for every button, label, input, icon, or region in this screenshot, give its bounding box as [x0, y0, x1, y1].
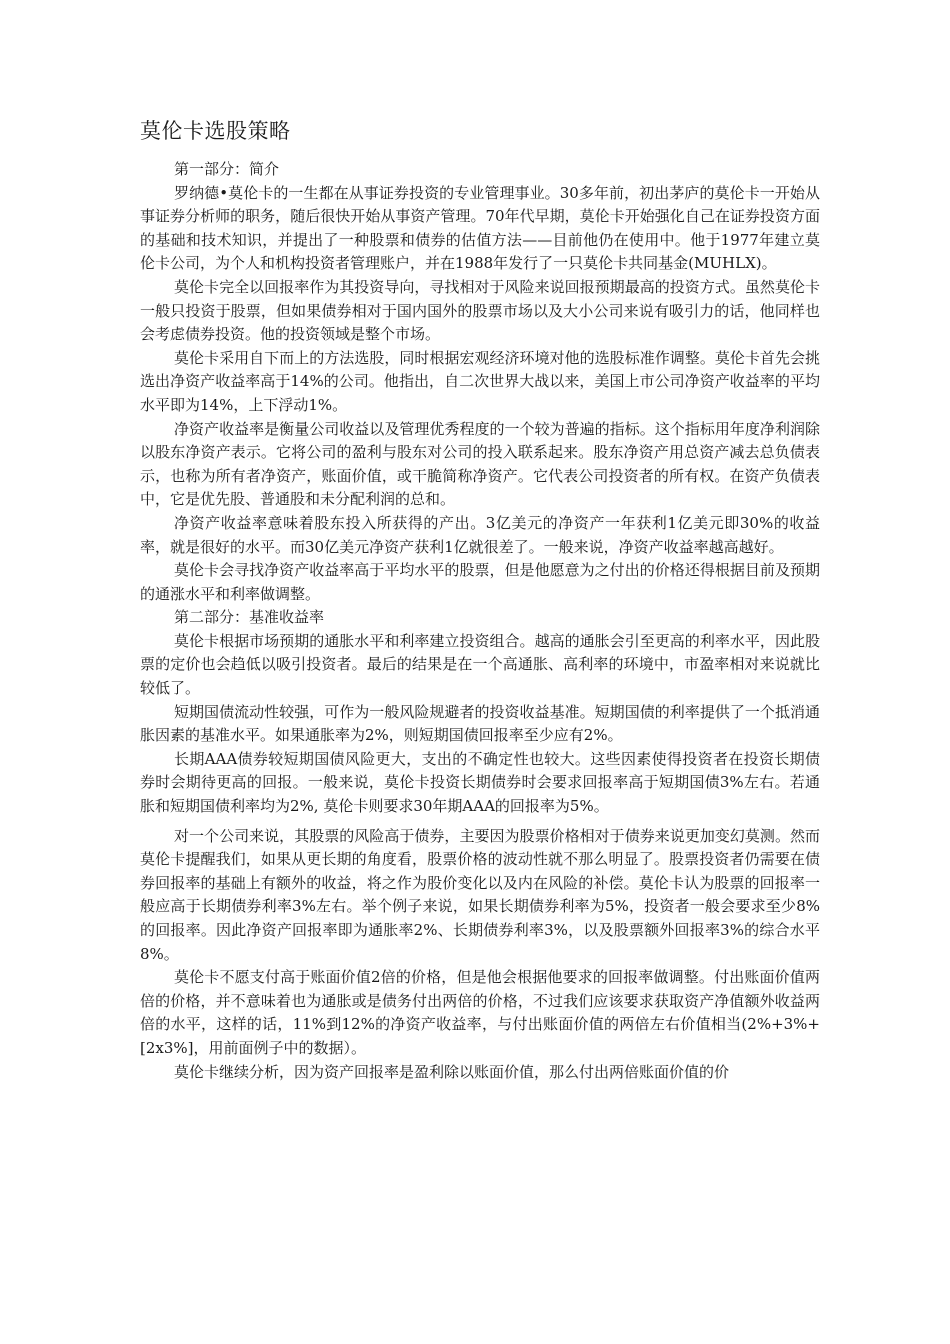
section-heading-benchmark: 第二部分：基准收益率	[174, 608, 325, 627]
paragraph: 莫伦卡采用自下而上的方法选股，同时根据宏观经济环境对他的选股标准作调整。莫伦卡首先会挑选出净资产收益率高于14%的公司。他指出，自二次世界大战以来，美国上市公司净资产收益率的平均水平即为14%，上下浮动1%。	[140, 348, 820, 414]
paragraph: 对一个公司来说，其股票的风险高于债券，主要因为股票价格相对于债券来说更加变幻莫测。然而莫伦卡提醒我们，如果从更长期的角度看，股票价格的波动性就不那么明显了。股票投资者仍需要在债券回报率的基础上有额外的收益，将之作为股价变化以及内在风险的补偿。莫伦卡认为股票的回报率一般应高于长期债券利率3%左右。举个例子来说，如果长期债券利率为5%，投资者一般会要求至少8%的回报率。因此净资产回报率即为通胀率2%、长期债券利率3%，以及股票额外回报率3%的综合水平8%。	[140, 826, 820, 963]
page-title: 莫伦卡选股策略	[140, 119, 291, 143]
paragraph: 净资产收益率意味着股东投入所获得的产出。3亿美元的净资产一年获利1亿美元即30%的收益率，就是很好的水平。而30亿美元净资产获利1亿就很差了。一般来说，净资产收益率越高越好。	[140, 513, 820, 556]
paragraph: 莫伦卡根据市场预期的通胀水平和利率建立投资组合。越高的通胀会引至更高的利率水平，因此股票的定价也会趋低以吸引投资者。最后的结果是在一个高通胀、高利率的环境中，市盈率相对来说就比较低了。	[140, 631, 820, 698]
section-heading-intro: 第一部分：简介	[174, 160, 280, 178]
paragraph: 短期国债流动性较强，可作为一般风险规避者的投资收益基准。短期国债的利率提供了一个抵消通胀因素的基准水平。如果通胀率为2%，则短期国债回报率至少应有2%。	[140, 702, 820, 745]
paragraph: 莫伦卡不愿支付高于账面价值2倍的价格，但是他会根据他要求的回报率做调整。付出账面价值两倍的价格，并不意味着也为通胀或是债务付出两倍的价格，不过我们应该要求获取资产净值额外收益两倍的水平，这样的话，11%到12%的净资产收益率，与付出账面价值的两倍左右价值相当(2%+3%+[2x3%]，用前面例子中的数据）。	[140, 968, 820, 1057]
paragraph: 罗纳德•莫伦卡的一生都在从事证券投资的专业管理事业。30多年前，初出茅庐的莫伦卡一开始从事证券分析师的职务，随后很快开始从事资产管理。70年代早期，莫伦卡开始强化自己在证券投资方面的基础和技术知识，并提出了一种股票和债券的估值方法——目前他仍在使用中。他于1977年建立莫伦卡公司，为个人和机构投资者管理账户，并在1988年发行了一只莫伦卡共同基金(MUHLX)。	[140, 183, 820, 273]
paragraph: 莫伦卡完全以回报率作为其投资导向，寻找相对于风险来说回报预期最高的投资方式。虽然莫伦卡一般只投资于股票，但如果债券相对于国内国外的股票市场以及大小公司来说有吸引力的话，他同样也会考虑债券投资。他的投资领域是整个市场。	[140, 277, 820, 344]
paragraph: 莫伦卡继续分析，因为资产回报率是盈利除以账面价值，那么付出两倍账面价值的价	[174, 1062, 730, 1081]
paragraph: 莫伦卡会寻找净资产收益率高于平均水平的股票，但是他愿意为之付出的价格还得根据目前及预期的通涨水平和利率做调整。	[140, 561, 820, 603]
document-body	[140, 116, 820, 1084]
paragraph: 长期AAA债券较短期国债风险更大，支出的不确定性也较大。这些因素使得投资者在投资长期债券时会期待更高的回报。一般来说，莫伦卡投资长期债券时会要求回报率高于短期国债3%左右。若通胀和短期国债利率均为2%, 莫伦卡则要求30年期AAA的回报率为5%。	[140, 749, 820, 816]
paragraph: 净资产收益率是衡量公司收益以及管理优秀程度的一个较为普遍的指标。这个指标用年度净利润除以股东净资产表示。它将公司的盈利与股东对公司的投入联系起来。股东净资产用总资产减去总负债表示，也称为所有者净资产，账面价值，或干脆简称净资产。它代表公司投资者的所有权。在资产负债表中，它是优先股、普通股和未分配利润的总和。	[140, 419, 820, 509]
